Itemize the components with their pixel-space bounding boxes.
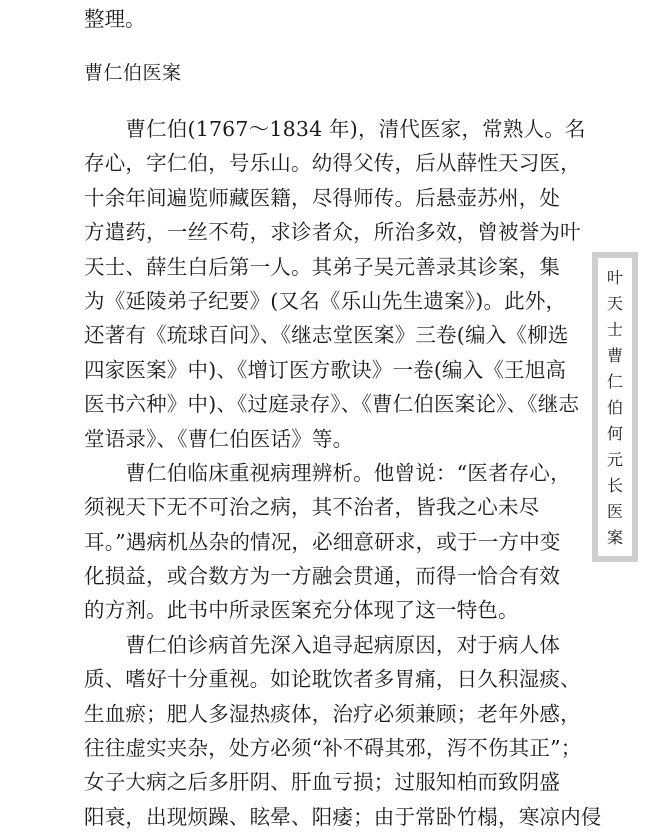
side-tab-char: 伯 [606,398,623,417]
side-tab-char: 仁 [606,372,623,391]
body-line: 女子大病之后多肝阴、肝血亏损；过服知柏而致阴盛 [84,770,561,795]
side-tab-char: 案 [606,528,623,547]
body-text [84,112,602,834]
side-tab-char: 士 [606,320,623,339]
side-tab-char: 叶 [606,268,623,287]
body-line: 还著有《琉球百问》、《继志堂医案》三卷(编入《柳选 [84,323,569,348]
section-heading: 曹仁伯医案 [84,62,182,84]
body-line: 曹仁伯诊病首先深入追寻起病原因，对于病人体 [84,632,561,657]
body-line: 存心，字仁伯，号乐山。幼得父传，后从薛性天习医， [84,151,581,176]
chapter-side-tab-label [598,258,632,556]
chapter-side-tab [592,252,638,562]
side-tab-char: 长 [606,476,623,495]
side-tab-char: 何 [606,424,623,443]
body-line: 四家医案》中)、《增订医方歌诀》一卷(编入《王旭高 [84,357,567,382]
body-line: 曹仁伯临床重视病理辨析。他曾说：“医者存心， [84,460,571,485]
body-line: 天士、薛生白后第一人。其弟子吴元善录其诊案，集 [84,254,561,279]
body-line: 质、嗜好十分重视。如论耽饮者多胃痛，日久积湿痰、 [84,667,581,692]
body-line: 耳。”遇病机丛杂的情况，必细意研求，或于一方中变 [84,529,561,554]
body-line: 为《延陵弟子纪要》(又名《乐山先生遗案》)。此外， [84,288,567,313]
body-line: 医书六种》中)、《过庭录存》、《曹仁伯医案论》、《继志 [84,392,580,417]
preceding-text-line: 整理。 [84,7,146,31]
side-tab-char: 天 [606,294,623,313]
body-line: 十余年间遍览师藏医籍，尽得师传。后悬壶苏州，处 [84,185,561,210]
body-line: 方遣药，一丝不苟，求诊者众，所治多效，曾被誉为叶 [84,220,581,245]
body-line: 阳衰，出现烦躁、眩晕、阳痿；由于常卧竹榻，寒凉内侵 [84,804,602,829]
body-line: 化损益，或合数方为一方融会贯通，而得一恰合有效 [84,564,561,589]
body-line: 生血瘀；肥人多湿热痰体，治疗必须兼顾；老年外感， [84,701,581,726]
body-line: 往往虚实夹杂，处方必须“补不碍其邪，泻不伤其正”； [84,736,582,761]
body-line: 堂语录》、《曹仁伯医话》等。 [84,426,354,451]
side-tab-char: 曹 [606,346,623,365]
body-line: 须视天下无不可治之病，其不治者，皆我之心未尽 [84,495,540,520]
body-line: 的方剂。此书中所录医案充分体现了这一特色。 [84,598,519,623]
side-tab-char: 医 [606,502,623,521]
body-line: 曹仁伯(1767～1834 年)，清代医家，常熟人。名 [84,117,586,141]
side-tab-char: 元 [606,450,623,469]
